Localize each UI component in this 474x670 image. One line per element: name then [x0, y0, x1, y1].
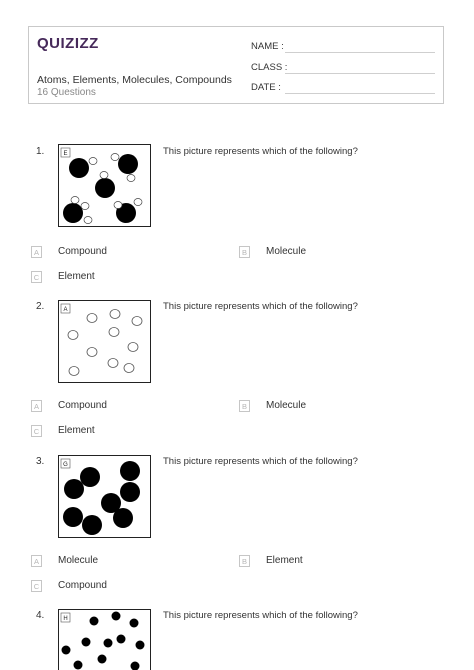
- option-text: Compound: [58, 580, 107, 591]
- question-number: 3.: [36, 456, 45, 467]
- question-number: 4.: [36, 610, 45, 621]
- option-text: Element: [266, 555, 303, 566]
- question-text: This picture represents which of the following?: [163, 301, 358, 312]
- class-field[interactable]: [251, 62, 287, 73]
- option-letter-box: A: [31, 400, 42, 412]
- question-image-compound: [58, 144, 151, 227]
- date-field[interactable]: [251, 82, 281, 93]
- quizizz-logo: QUIZIZZ: [37, 35, 99, 52]
- option-text: Compound: [58, 400, 107, 411]
- date-label: DATE :: [251, 82, 281, 93]
- question-number: 2.: [36, 301, 45, 312]
- option-text: Element: [58, 271, 95, 282]
- option-text: Molecule: [266, 400, 307, 411]
- question-image-element: [58, 300, 151, 383]
- name-label: NAME :: [251, 41, 284, 52]
- option-text: Compound: [58, 246, 107, 257]
- option-text: Element: [58, 425, 95, 436]
- date-line: [285, 93, 435, 94]
- option-text: Molecule: [58, 555, 99, 566]
- option-letter-box: A: [31, 555, 42, 567]
- question-image-element-black: [58, 455, 151, 538]
- question-number: 1.: [36, 146, 45, 157]
- option-letter-box: C: [31, 271, 42, 283]
- option-letter-box: B: [239, 246, 250, 258]
- worksheet-header: [28, 26, 444, 104]
- image-label: H: [63, 616, 68, 622]
- name-field[interactable]: [251, 41, 284, 52]
- question-count: 16 Questions: [37, 87, 96, 98]
- question-image-atoms: [58, 609, 151, 670]
- option-letter-box: C: [31, 580, 42, 592]
- name-line: [285, 52, 435, 53]
- image-label: G: [63, 462, 68, 468]
- worksheet-title: Atoms, Elements, Molecules, Compounds: [37, 74, 232, 86]
- option-letter-box: B: [239, 400, 250, 412]
- class-line: [285, 73, 435, 74]
- image-label: E: [63, 151, 68, 157]
- option-letter-box: A: [31, 246, 42, 258]
- option-letter-box: B: [239, 555, 250, 567]
- image-label: A: [63, 307, 68, 313]
- class-label: CLASS :: [251, 62, 288, 73]
- option-text: Molecule: [266, 246, 307, 257]
- question-text: This picture represents which of the following?: [163, 146, 358, 157]
- option-letter-box: C: [31, 425, 42, 437]
- question-text: This picture represents which of the following?: [163, 456, 358, 467]
- question-text: This picture represents which of the following?: [163, 610, 358, 621]
